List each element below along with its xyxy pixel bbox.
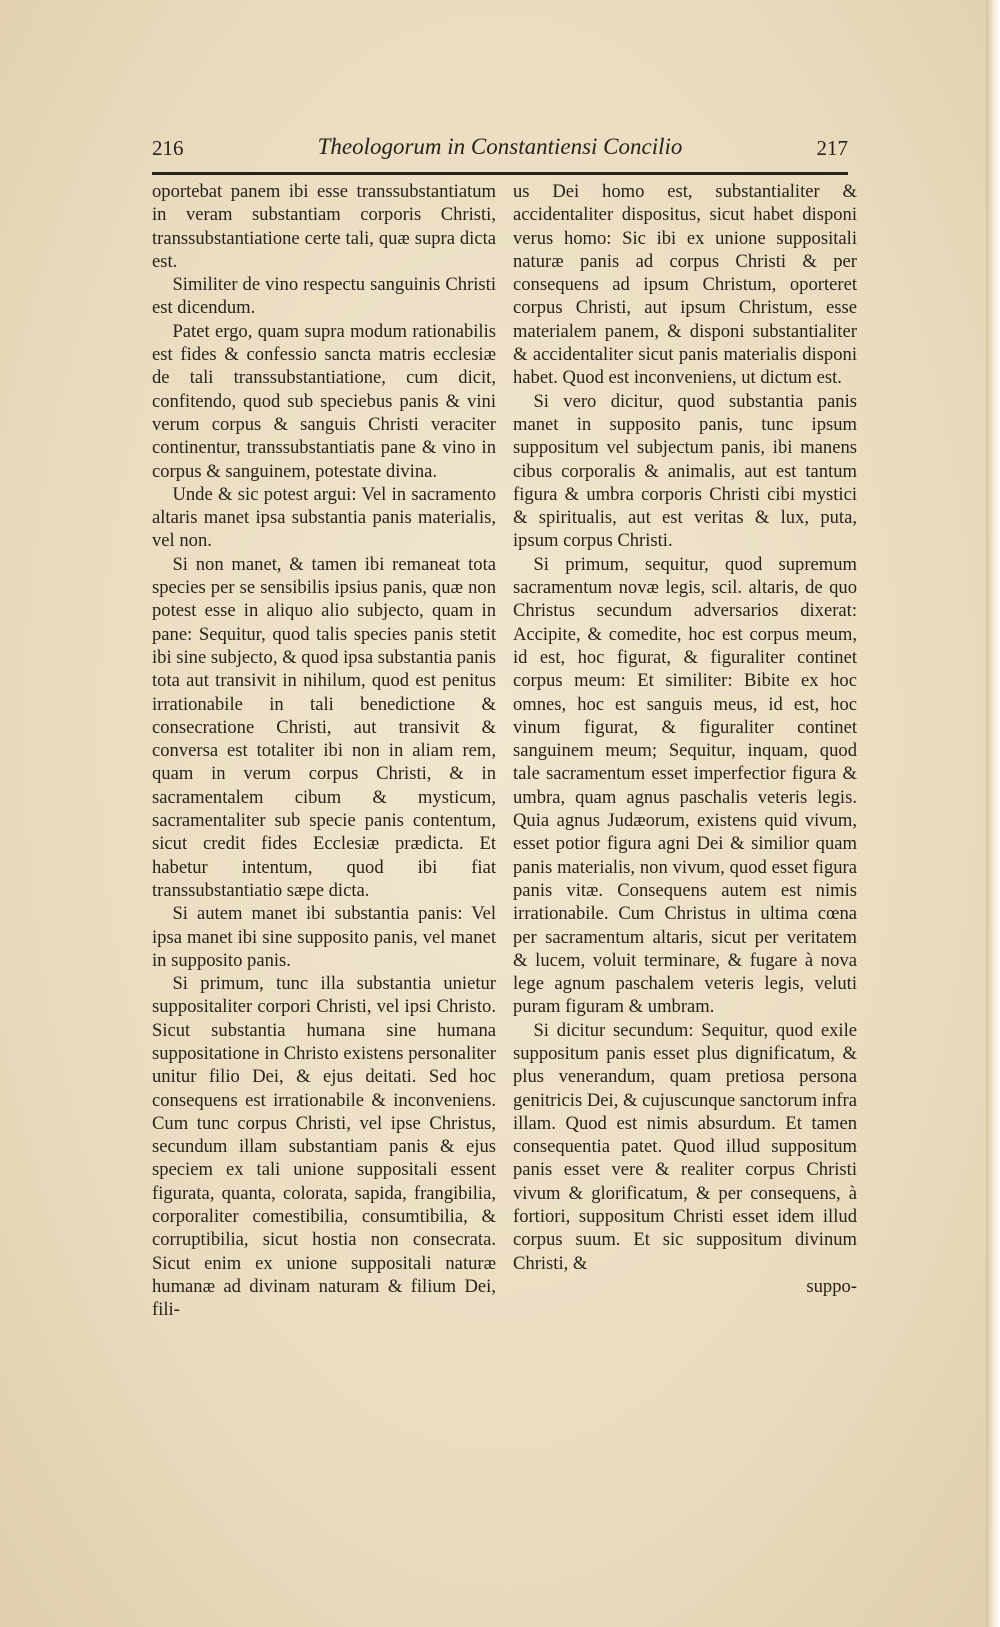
paragraph: Si non manet, & tamen ibi remaneat tota species per se sensibilis ipsius panis, quæ non potest esse in aliquo alio subjecto, quam in pane: Sequitur, quod talis species panis stetit ibi sine subjecto, & quod ipsa substantia panis tota aut transivit in nihilum, quod est penitus irrationabile in tali benedictione & consecratione Christi, aut transivit & conversa est totaliter ibi non in aliam rem, quam in verum corpus Christi, & in sacramentalem cibum & mysticum, sacramentaliter sub specie panis contentum, sicut credit fides Ecclesiæ prædicta. Et habetur intentum, quod ibi fiat transsubstantiatio sæpe dicta. [152,553,496,901]
paragraph: Si primum, sequitur, quod supremum sacramentum novæ legis, scil. altaris, de quo Christus secundum adversarios dixerat: Accipite, & comedite, hoc est corpus meum, id est, hoc figurat, & figuraliter continet corpus meum: Et similiter: Bibite ex hoc omnes, hoc est sanguis meus, id est, hoc vinum figurat, & figuraliter continet sanguinem meum; Sequitur, inquam, quod tale sacramentum esset imperfectior figura & umbra, quam agnus paschalis veteris legis. Quia agnus Judæorum, existens quid vivum, esset potior figura agni Dei & similior quam panis materialis, non vivum, quod esset figura panis vitæ. Consequens autem est nimis irrationabile. Cum Christus in ultima cœna per sacramentum altaris, sicut per veritatem & lucem, voluit terminare, & fugare à nova lege agnum paschalem veteris legis, veluti puram figuram & umbram. [513,553,857,1018]
running-title: Theologorum in Constantiensi Concilio [317,134,683,159]
paragraph: Si vero dicitur, quod substantia panis manet in supposito panis, tunc ipsum suppositum vel subjectum panis, ibi manens cibus corporalis & animalis, aut est tantum figura & umbra corporis Christi cibi mystici & spiritualis, aut est veritas & lux, puta, ipsum corpus Christi. [513,390,857,552]
paragraph: Patet ergo, quam supra modum rationabilis est fides & confessio sancta matris ecclesiæ de tali transsubstantiatione, cum dicit, confitendo, quod sub speciebus panis & vini verum corpus & sanguis Christi veraciter continentur, transsubstantiatis pane & vino in corpus & sanguinem, potestate divina. [152,320,496,482]
paragraph: us Dei homo est, substantialiter & accidentaliter dispositus, sicut habet disponi verus homo: Sic ibi ex unione suppositali naturæ panis ad corpus Christi & per consequens ad ipsum Christum, oporteret corpus Christi, aut ipsum Christum, esse materialem panem, & disponi substantialiter & accidentaliter sicut panis materialis disponi habet. Quod est inconveniens, ut dictum est. [513,181,857,389]
paragraph: Si primum, tunc illa substantia unietur suppositaliter corpori Christi, vel ipsi Christo. Sicut substantia humana sine humana suppositatione in Christo existens personaliter unitur filio Dei, & ejus deitati. Sed hoc consequens est irrationabile & inconveniens. Cum tunc corpus Christi, vel ipse Christus, secundum illam substantiam panis & ejus speciem ex tali unione suppositali essent figurata, quanta, colorata, sapida, frangibilia, corporaliter comestibilia, consumtibilia, & corruptibilia, sicut hostia non consecrata. Sicut enim ex unione suppositali naturæ humanæ ad divinam naturam & filium Dei, fili- [152,973,496,1321]
paragraph: oportebat panem ibi esse transsubstantiatum in veram substantiam corporis Christi, transsubstantiatione certe tali, quæ supra dicta est. [152,181,496,272]
page-header [152,136,848,172]
paragraph: Si autem manet ibi substantia panis: Vel ipsa manet ibi sine supposito panis, vel manet in supposito panis. [152,903,496,971]
page-number-left: 216 [152,136,184,160]
header-rule [152,172,848,175]
paragraph: Si dicitur secundum: Sequitur, quod exile suppositum panis esset plus dignificatum, & plus venerandum, quam pretiosa persona genitricis Dei, & cujuscunque sanctorum infra illam. Quod est nimis absurdum. Et tamen consequentia patet. Quod illud suppositum panis esset vere & realiter corpus Christi vivum & glorificatum, & per consequens, à fortiori, suppositum Christi esset idem illud corpus suum. Et sic suppositum divinum Christi, & [513,1019,857,1274]
right-column [513,180,857,1298]
page-number-right: 217 [816,136,848,160]
catchword: suppo- [806,1275,857,1297]
left-column [152,180,496,1322]
paragraph: Similiter de vino respectu sanguinis Christi est dicendum. [152,274,496,319]
page-edge [986,0,1000,1627]
paragraph: Unde & sic potest argui: Vel in sacramento altaris manet ipsa substantia panis materialis, vel non. [152,483,496,552]
